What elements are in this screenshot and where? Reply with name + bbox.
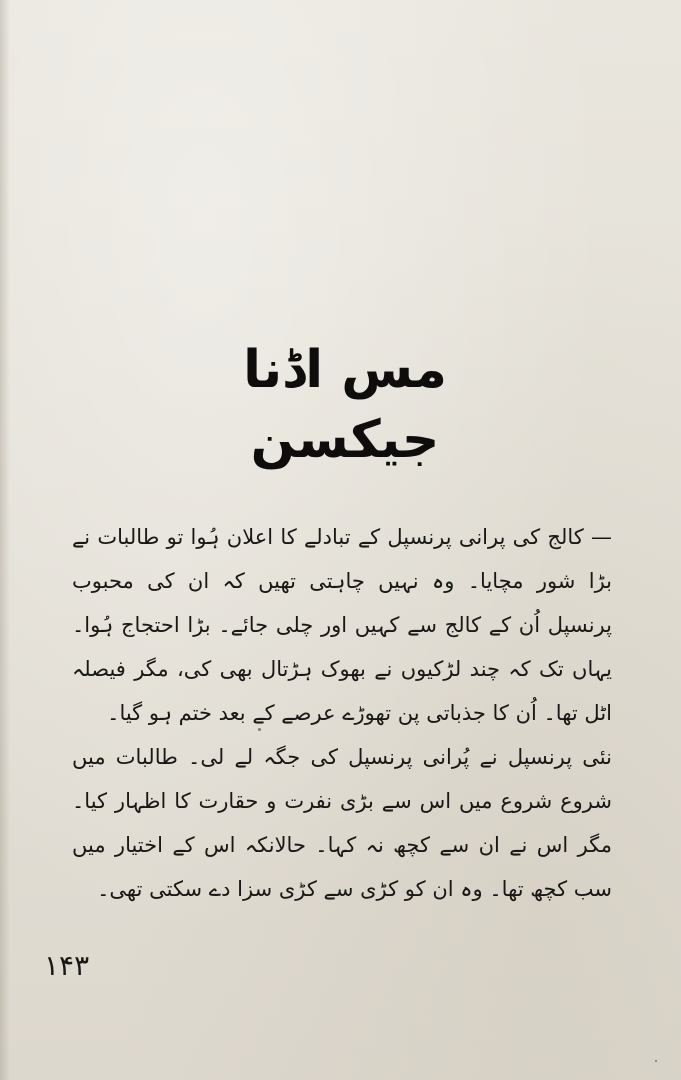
chapter-title: مس اڈنا جیکسن <box>243 340 447 470</box>
page-number: ۱۴۳ <box>44 949 90 982</box>
page-edge-shadow <box>0 0 10 1080</box>
paper-speck <box>258 728 261 731</box>
paragraph: نئی پرنسپل نے پُرانی پرنسپل کی جگہ لے لی۔ طالبات میں شروع شروع میں اس سے بڑی نفرت و حقارت کا اظہار کیا۔ مگر اس نے ان سے کچھ نہ کہا۔ حالانکہ اس کے اختیار میں سب کچھ تھا۔ وہ ان کو کڑی سے کڑی سزا دے سکتی تھی۔ <box>72 745 612 901</box>
paragraph: — کالج کی پرانی پرنسپل کے تبادلے کا اعلان ہُوا تو طالبات نے بڑا شور مچایا۔ وہ نہیں چاہتی تھیں کہ ان کی محبوب پرنسپل اُن کے کالج سے کہیں اور چلی جائے۔ بڑا احتجاج ہُوا۔ یہاں تک کہ چند لڑکیوں نے بھوک ہڑتال بھی کی، مگر فیصلہ اٹل تھا۔ اُن کا جذباتی پن تھوڑے عرصے کے بعد ختم ہو گیا۔ <box>72 525 612 725</box>
chapter-body <box>72 515 612 911</box>
paper-speck <box>655 1060 657 1062</box>
